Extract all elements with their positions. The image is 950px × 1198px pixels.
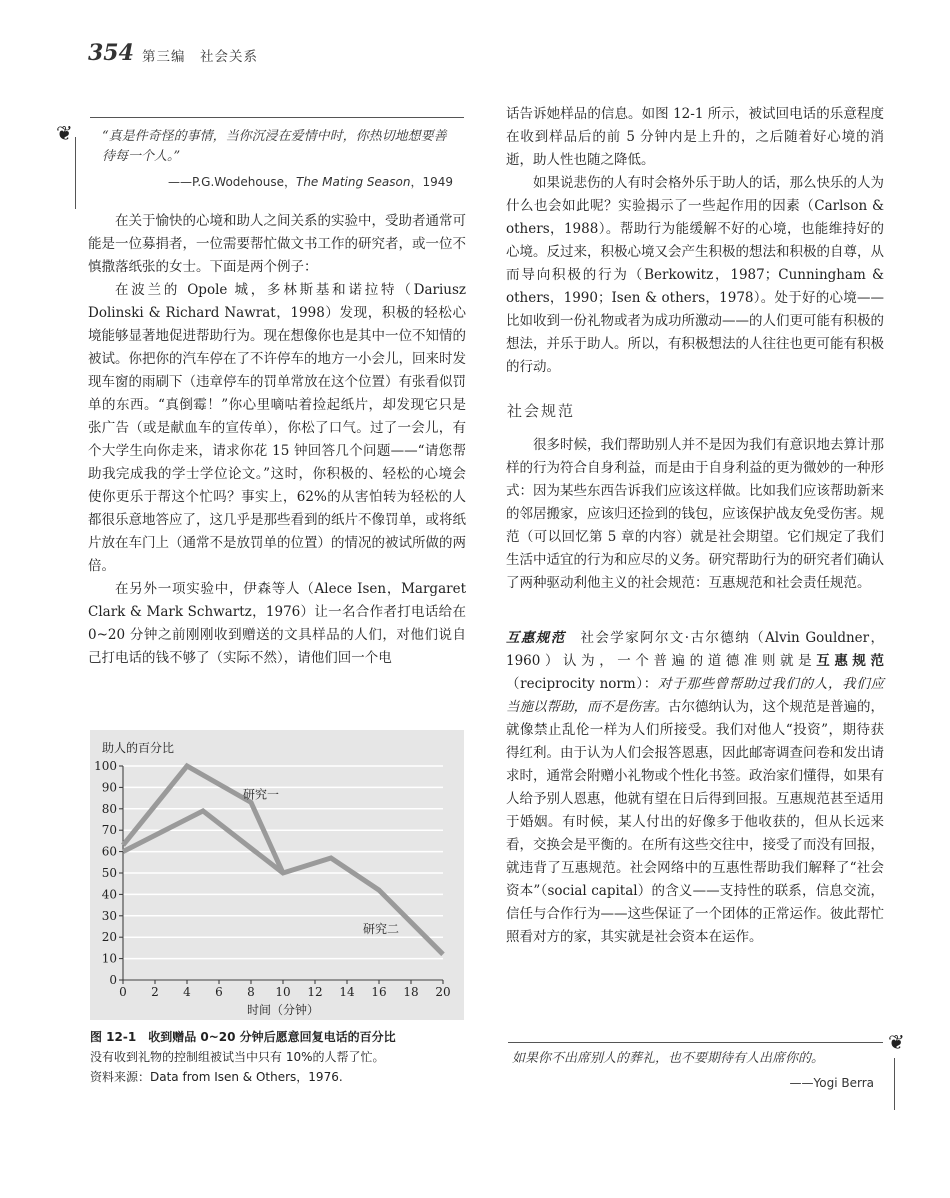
y-tick-label: 80 xyxy=(101,801,117,816)
x-tick-label: 20 xyxy=(435,985,451,999)
paragraph: 在另外一项实验中，伊森等人（Alece Isen，Margaret Clark & Mark Schwartz，1976）让一名合作者打电话给在 0~20 分钟之前刚刚收到赠送的文具样品的人们，对他们说自己打电话的钱不够了（实际不然），请他们回一个电 xyxy=(88,581,466,666)
quote-attribution: ——Yogi Berra xyxy=(789,1076,874,1090)
quote-divider xyxy=(508,1042,883,1043)
x-tick-label: 8 xyxy=(247,985,255,999)
y-tick-label: 10 xyxy=(101,951,117,966)
caption-note: 没有收到礼物的控制组被试当中只有 10%的人帮了忙。 xyxy=(90,1050,385,1064)
x-axis-label: 时间（分钟） xyxy=(246,1003,320,1017)
quote-rule xyxy=(894,1058,895,1110)
flower-icon: ❦ xyxy=(888,1030,905,1054)
x-tick-label: 6 xyxy=(215,985,223,999)
y-tick-label: 20 xyxy=(101,930,117,945)
paragraph: 互惠规范 社会学家阿尔文·古尔德纳（Alvin Gouldner，1960）认为，一个普遍的道德准则就是互惠规范（reciprocity norm）：对于那些曾帮助过我们的人，我们应当施以帮助，而不是伤害。古尔德纳认为，这个规范是普遍的，就像禁止乱伦一样为人们所接受。我们对他人“投资”，期待获得红利。由于认为人们会报答恩惠，因此邮寄调查问卷和发出请求时，通常会附赠小礼物或个性化书签。政治家们懂得，如果有人给予别人恩惠，他就有望在日后得到回报。互惠规范甚至适用于婚姻。有时候，某人付出的好像多于他收获的，但从长远来看，交换会是平衡的。在所有这些交往中，接受了而没有回报，就违背了互惠规范。社会网络中的互惠性帮助我们解释了“社会资本”（social capital）的含义——支持性的联系，信息交流，信任与合作行为——这些保证了一个团体的正常运作。彼此帮忙照看对方的家，其实就是社会资本在运作。 xyxy=(506,630,885,945)
caption-title: 图 12-1 收到赠品 0~20 分钟后愿意回复电话的百分比 xyxy=(90,1030,396,1044)
subheading: 互惠规范 xyxy=(506,630,566,646)
quote-text: 如果你不出席别人的葬礼，也不要期待有人出席你的。 xyxy=(512,1051,825,1066)
series-label: 研究二 xyxy=(363,921,400,936)
y-tick-label: 70 xyxy=(101,823,117,838)
paragraph: 在关于愉快的心境和助人之间关系的实验中，受助者通常可能是一位募捐者，一位需要帮忙做文书工作的研究者，或一位不慎撒落纸张的女士。下面是两个例子： xyxy=(88,213,466,275)
y-tick-label: 90 xyxy=(101,780,117,795)
series-label: 研究一 xyxy=(243,787,280,802)
y-tick-label: 100 xyxy=(94,759,117,773)
x-tick-label: 18 xyxy=(403,985,419,999)
quote-rule xyxy=(75,137,76,209)
section-title: 社会规范 xyxy=(507,402,576,420)
x-tick-label: 16 xyxy=(371,985,387,999)
right-column xyxy=(506,103,884,379)
y-tick-label: 30 xyxy=(101,908,117,923)
paragraph: 如果说悲伤的人有时会格外乐于助人的话，那么快乐的人为什么也会如此呢？实验揭示了一些起作用的因素（Carlson & others，1988）。帮助行为能缓解不好的心境，也能维持好的心境。反过来，积极心境又会产生积极的想法和积极的自尊，从而导向积极的行为（Berkowitz，1987；Cunningham & others，1990；Isen & others，1978）。处于好的心境——比如收到一份礼物或者为成功所激动——的人们更可能有积极的想法，并乐于助人。所以，有积极想法的人往往也更可能有积极的行动。 xyxy=(506,175,884,375)
flower-icon: ❦ xyxy=(56,121,73,145)
x-tick-label: 12 xyxy=(307,985,323,999)
x-tick-label: 10 xyxy=(275,985,291,999)
key-term: 互惠规范 xyxy=(816,653,885,669)
y-tick-label: 50 xyxy=(101,866,117,880)
y-tick-label: 60 xyxy=(101,844,117,859)
left-column xyxy=(88,210,466,670)
line-chart xyxy=(90,730,464,1020)
definition: 对于那些曾帮助过我们的人，我们应当施以帮助，而不是伤害。 xyxy=(506,676,885,715)
section-body xyxy=(506,434,884,595)
part-title: 第三编 社会关系 xyxy=(142,49,258,65)
figure-chart xyxy=(90,730,464,1020)
figure-caption xyxy=(90,1027,470,1087)
x-tick-label: 14 xyxy=(339,985,355,999)
paragraph: 很多时候，我们帮助别人并不是因为我们有意识地去算计那样的行为符合自身利益，而是由于自身利益的更为微妙的一种形式：因为某些东西告诉我们应该这样做。比如我们应该帮助新来的邻居搬家，应该归还捡到的钱包，应该保护战友免受伤害。规范（可以回忆第 5 章的内容）就是社会期望。它们规定了我们生活中适宜的行为和应尽的义务。研究帮助行为的研究者们确认了两种驱动利他主义的社会规范：互惠规范和社会责任规范。 xyxy=(506,437,884,591)
y-tick-label: 40 xyxy=(101,887,117,902)
page-number: 354 xyxy=(88,40,134,66)
quote-attribution: ——P.G.Wodehouse，The Mating Season，1949 xyxy=(167,175,453,189)
y-tick-label: 0 xyxy=(109,973,117,987)
paragraph: 在波兰的 Opole 城，多林斯基和诺拉特（Dariusz Dolinski & Richard Nawrat，1998）发现，积极的轻松心境能够显著地促进帮助行为。现在想像你也是其中一位不知情的被试。你把你的汽车停在了不许停车的地方一小会儿，回来时发现车窗的雨刷下（违章停车的罚单常放在这个位置）有张看似罚单的东西。“真倒霉！”你心里嘀咕着捡起纸片，却发现它只是张广告（或是献血车的宣传单），你松了口气。过了一会儿，有个大学生向你走来，请求你花 15 钟回答几个问题——“请您帮助我完成我的学士学位论文。”这时，你积极的、轻松的心境会使你更乐于帮这个忙吗？事实上，62%的从害怕转为轻松的人都很乐意地答应了，这几乎是那些看到的纸片不像罚单，或将纸片放在车门上（通常不是放罚单的位置）的情况的被试所做的两倍。 xyxy=(88,282,466,574)
x-tick-label: 2 xyxy=(151,985,159,999)
paragraph: 话告诉她样品的信息。如图 12-1 所示，被试回电话的乐意程度在收到样品后的前 5 分钟内是上升的，之后随着好心境的消逝，助人性也随之降低。 xyxy=(506,106,884,168)
quote-divider xyxy=(90,117,464,118)
x-tick-label: 0 xyxy=(119,985,127,999)
caption-source: 资料来源：Data from Isen & Others，1976. xyxy=(90,1070,343,1084)
y-axis-label: 助人的百分比 xyxy=(102,741,175,755)
x-tick-label: 4 xyxy=(183,985,191,999)
reciprocity-section xyxy=(506,627,884,949)
quote-text: “真是件奇怪的事情，当你沉浸在爱情中时，你热切地想要善待每一个人。” xyxy=(102,129,447,164)
